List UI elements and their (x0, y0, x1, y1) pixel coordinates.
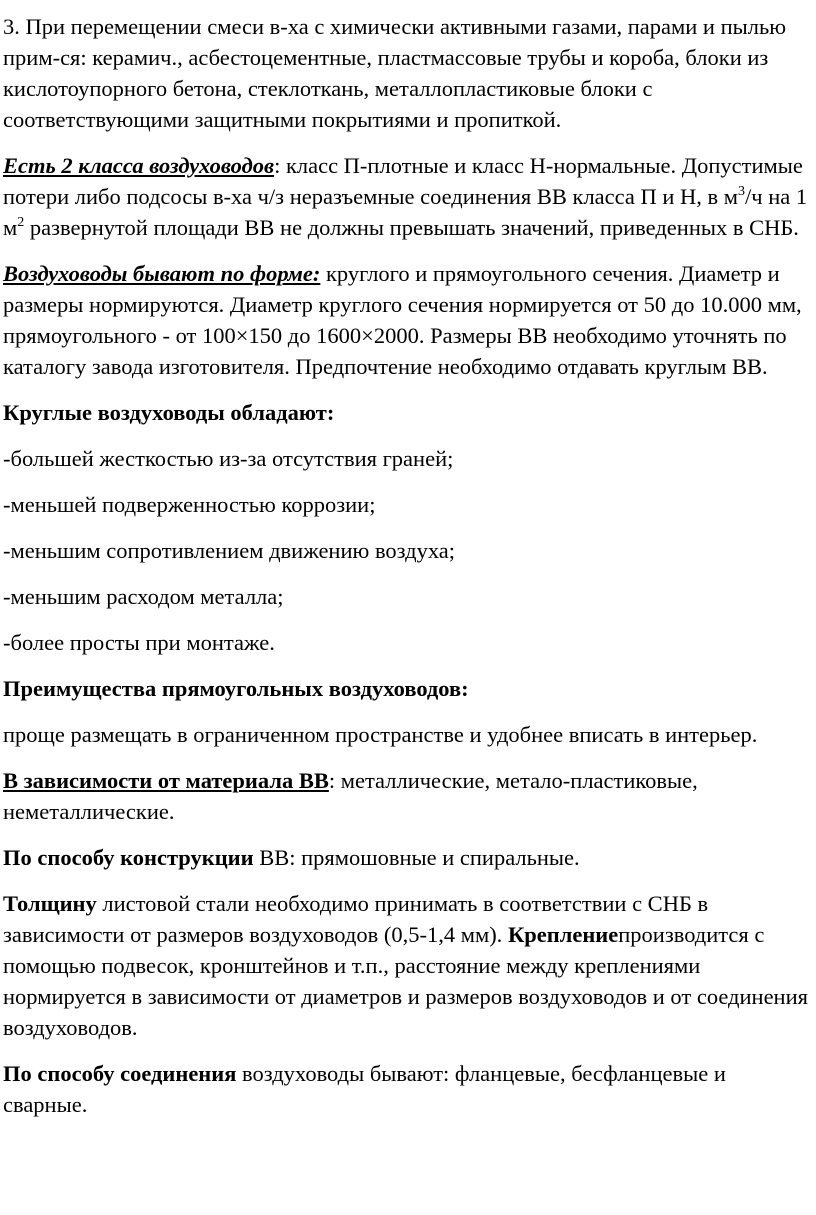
list-item: -меньшей подверженностью коррозии; (3, 492, 376, 517)
rect-ducts-heading: Преимущества прямоугольных воздуховодов: (3, 676, 469, 701)
duct-classes-heading: Есть 2 класса воздуховодов (3, 153, 275, 178)
superscript-2: 2 (17, 215, 25, 230)
paragraph-duct-classes (3, 150, 812, 243)
construction-heading: По способу конструкции (3, 845, 254, 870)
list-item: -меньшим сопротивлением движению воздуха; (3, 538, 456, 563)
paragraph-text: листовой стали необходимо принимать в соответствии с СНБ в зависимости от размеров воздуховодов (0,5-1,4 мм). (3, 891, 709, 947)
list-item: -большей жесткостью из-за отсутствия граней; (3, 446, 454, 471)
paragraph-text: : класс П-плотные и класс Н-нормальные. Допустимые потери либо подсосы в-ха ч/з неразъемные соединения ВВ класса П и Н, в м (3, 153, 803, 209)
paragraph-text: воздуховоды бывают: фланцевые, бесфланцевые и сварные. (3, 1061, 726, 1117)
material-heading: В зависимости от материала ВВ (3, 768, 329, 793)
paragraph-material (3, 765, 812, 827)
rect-ducts-text: проще размещать в ограниченном пространстве и удобнее вписать в интерьер. (3, 722, 758, 747)
mounting-heading: Крепление (507, 922, 619, 947)
superscript-3: 3 (738, 184, 746, 199)
paragraph-text: ВВ: прямошовные и спиральные. (253, 845, 580, 870)
duct-shape-heading: Воздуховоды бывают по форме: (3, 261, 321, 286)
paragraph-text: 3. При перемещении смеси в-ха с химически активными газами, парами и пылью прим-ся: керамич., асбестоцементные, пластмассовые трубы и короба, блоки из кислотоупорного бетона, стеклоткань, металлопластиковые блоки с соответствующими защитными покрытиями и пропиткой. (3, 14, 787, 132)
connection-heading: По способу соединения (3, 1061, 237, 1086)
thickness-heading: Толщину (3, 891, 97, 916)
paragraph-text: круглого и прямоугольного сечения. Диаметр и размеры нормируются. Диаметр круглого сечения нормируется от 50 до 10.000 мм, прямоугольного - от 100×150 до 1600×2000. Размеры ВВ необходимо уточнять по каталогу завода изготовителя. Предпочтение необходимо отдавать круглым ВВ. (3, 261, 802, 379)
paragraph-materials-aggressive (3, 11, 812, 135)
paragraph-text: производится с помощью подвесок, кронштейнов и т.п., расстояние между креплениями нормируется в зависимости от диаметров и размеров воздуховодов и от соединения воздуховодов. (3, 922, 808, 1040)
paragraph-text: развернутой площади ВВ не должны превышать значений, приведенных в СНБ. (24, 215, 799, 240)
paragraph-duct-shape (3, 258, 812, 382)
paragraph-connection (3, 1058, 812, 1120)
paragraph-text: : металлические, метало-пластиковые, неметаллические. (3, 768, 698, 824)
list-item: -меньшим расходом металла; (3, 584, 284, 609)
paragraph-thickness (3, 888, 812, 1043)
list-item: -более просты при монтаже. (3, 630, 275, 655)
paragraph-construction (3, 842, 812, 873)
paragraph-text: /ч на 1 м (3, 184, 808, 240)
round-ducts-heading: Круглые воздуховоды обладают: (3, 400, 335, 425)
